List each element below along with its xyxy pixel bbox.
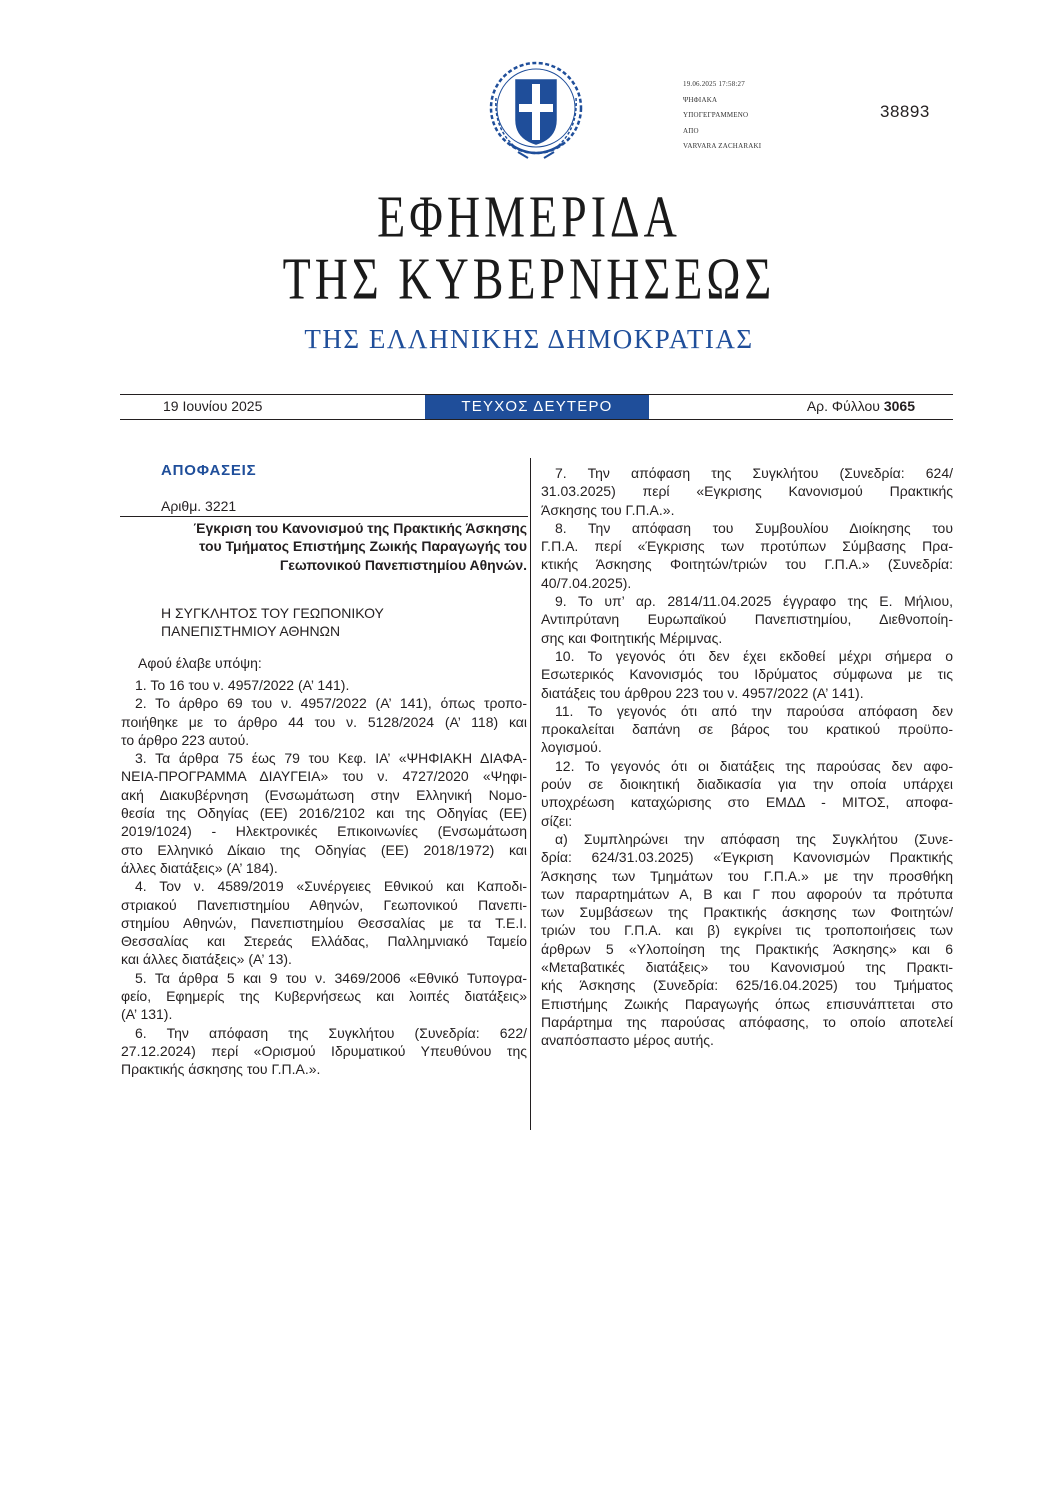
decision-title-line: Γεωπονικού Πανεπιστημίου Αθηνών. xyxy=(279,556,527,573)
text-line: δρία: 624/31.03.2025) «Έγκριση Κανονισμών Πρακτικής xyxy=(541,849,953,866)
text-line: άρθρων 5 «Υλοποίηση της Πρακτικής Άσκησης» και 6 xyxy=(541,940,953,957)
gazette-title-line-2: ΤΗΣ ΚΥΒΕΡΝΗΣΕΩΣ xyxy=(282,245,776,312)
text-line: κής Άσκησης (Συνεδρία: 625/16.04.2025) του Τμήματος xyxy=(541,977,953,994)
text-line: ακή Διακυβέρνηση (Ενσωμάτωση στην Ελληνική Νομο- xyxy=(121,786,527,803)
text-line: θεσία της Οδηγίας (ΕΕ) 2016/2102 και της Οδηγίας (ΕΕ) xyxy=(121,805,527,822)
gazette-title-line-1: ΕΦΗΜΕΡΙΔΑ xyxy=(377,183,681,250)
text-line: κτικής Άσκησης Φοιτητών/τριών του Γ.Π.Α.» (Συνεδρία: xyxy=(541,556,953,573)
text-line: ΝΕΙΑ-ΠΡΟΓΡΑΜΜΑ ΔΙΑΥΓΕΙΑ» του ν. 4727/2020 «Ψηφι- xyxy=(121,768,527,785)
text-line: Εσωτερικός Κανονισμός του Ιδρύματος σύμφωνα με τις xyxy=(541,666,953,683)
text-line: 8. Την απόφαση του Συμβουλίου Διοίκησης του xyxy=(555,519,953,536)
text-line: αναπόσπαστο μέρος αυτής. xyxy=(541,1032,714,1049)
text-line: Γ.Π.Α. περί «Έγκρισης των προτύπων Σύμβασης Πρα- xyxy=(541,538,953,555)
preamble: Αφού έλαβε υπόψη: xyxy=(138,655,262,671)
signature-line: VARVARA ZACHARAKI xyxy=(683,142,762,150)
text-line: και άλλες διατάξεις» (Α’ 13). xyxy=(121,951,292,968)
text-line: σίζει: xyxy=(541,812,573,829)
text-line: ποιήθηκε με το άρθρο 44 του ν. 5128/2024 (Α’ 118) και xyxy=(121,713,527,730)
text-line: 10. Το γεγονός ότι δεν έχει εκδοθεί μέχρι σήμερα ο xyxy=(555,647,953,664)
issue-date: 19 Ιουνίου 2025 xyxy=(163,398,263,414)
text-line: στριακού Πανεπιστημίου Αθηνών, Γεωπονικού Πανεπι- xyxy=(121,896,527,913)
text-line: 6. Την απόφαση της Συγκλήτου (Συνεδρία: 622/ xyxy=(135,1024,527,1041)
text-line: 12. Το γεγονός ότι οι διατάξεις της παρούσας δεν αφο- xyxy=(555,757,953,774)
text-line: των παραρτημάτων Α, Β και Γ που αφορούν τα πρότυπα xyxy=(541,885,953,902)
text-line: των Συμβάσεων της Πρακτικής άσκησης των Φοιτητών/ xyxy=(541,904,953,921)
text-line: 5. Τα άρθρα 5 και 9 του ν. 3469/2006 «Εθνικό Τυπογρα- xyxy=(135,969,527,986)
text-line: 3. Τα άρθρα 75 έως 79 του Κεφ. ΙΑ’ «ΨΗΦΙΑΚΗ ΔΙΑΦΑ- xyxy=(135,750,527,767)
sheet-number xyxy=(807,398,915,414)
text-line: 40/7.04.2025). xyxy=(541,574,632,591)
text-line: το άρθρο 223 αυτού. xyxy=(121,731,250,748)
decision-title-line: Έγκριση του Κανονισμού της Πρακτικής Άσκησης xyxy=(193,520,527,536)
right-column-body xyxy=(541,464,953,1050)
text-line: «Μεταβατικές διατάξεις» του Κανονισμού της Πρακτι- xyxy=(541,959,953,976)
issuer-line: Η ΣΥΓΚΛΗΤΟΣ ΤΟΥ ΓΕΩΠΟΝΙΚΟΥ xyxy=(161,605,384,621)
decision-title xyxy=(140,519,527,574)
text-line: 31.03.2025) περί «Εγκρισης Κανονισμού Πρακτικής xyxy=(541,483,953,500)
sheet-number-label: Αρ. Φύλλου xyxy=(806,398,880,414)
text-line: τριών του Γ.Π.Α. και β) εγκρίνει τις τροποποιήσεις των xyxy=(541,922,953,939)
text-line: φείο, Εφημερίς της Κυβερνήσεως και λοιπές διατάξεις» xyxy=(121,988,527,1005)
text-line: 7. Την απόφαση της Συγκλήτου (Συνεδρία: 624/ xyxy=(555,465,953,481)
text-line: στημίου Αθηνών, Πανεπιστημίου Θεσσαλίας με τα Τ.Ε.Ι. xyxy=(121,914,527,931)
text-line: (Α’ 131). xyxy=(121,1006,173,1023)
text-line: 4. Τον ν. 4589/2019 «Συνέργειες Εθνικού και Καποδι- xyxy=(135,878,527,895)
text-line: 9. Το υπ’ αρ. 2814/11.04.2025 έγγραφο της Ε. Μήλιου, xyxy=(555,593,953,610)
issue-series-label: ΤΕΥΧΟΣ ΔΕΥΤΕΡΟ xyxy=(425,395,649,419)
text-line: Επιστήμης Ζωικής Παραγωγής όπως επισυνάπτεται στο xyxy=(541,995,953,1012)
text-line: 1. Το 16 του ν. 4957/2022 (Α’ 141). xyxy=(135,677,350,693)
section-heading: ΑΠΟΦΑΣΕΙΣ xyxy=(161,462,257,479)
text-line: προκαλείται δαπάνη σε βάρος του κρατικού προϋπο- xyxy=(541,721,953,738)
text-line: 27.12.2024) περί «Ορισμού Ιδρυματικού Υπευθύνου της xyxy=(121,1042,527,1059)
text-line: Παράρτημα της παρούσας απόφασης, το οποίο αποτελεί xyxy=(541,1013,953,1030)
issue-info-bar xyxy=(120,394,953,420)
text-line: διατάξεις του άρθρου 223 του ν. 4957/2022 (Α’ 141). xyxy=(541,684,864,701)
signature-line: ΥΠΟΓΕΓΡΑΜΜΕΝΟ xyxy=(683,111,749,119)
text-line: Άσκησης του Γ.Π.Α.». xyxy=(541,501,675,518)
text-line: 2. Το άρθρο 69 του ν. 4957/2022 (Α’ 141), όπως τροπο- xyxy=(135,695,527,712)
issuing-authority xyxy=(161,604,384,641)
text-line: ρούν σε διοικητική διαδικασία για την οποία υπάρχει xyxy=(541,776,953,793)
digital-signature-stamp xyxy=(683,77,761,155)
signature-line: 19.06.2025 17:58:27 xyxy=(683,80,745,88)
signature-line: ΨΗΦΙΑΚΑ xyxy=(683,95,718,104)
text-line: Θεσσαλίας και Στερεάς Ελλάδας, Παλλημνιακό Ταμείο xyxy=(121,933,527,950)
page-number: 38893 xyxy=(880,102,930,121)
text-line: Πρακτικής άσκησης του Γ.Π.Α.». xyxy=(121,1061,321,1078)
gazette-subtitle: ΤΗΣ ΕΛΛΗΝΙΚΗΣ ΔΗΜΟΚΡΑΤΙΑΣ xyxy=(304,324,754,354)
sheet-number-value: 3065 xyxy=(883,398,915,414)
left-column-body xyxy=(121,676,527,1079)
issuer-line: ΠΑΝΕΠΙΣΤΗΜΙΟΥ ΑΘΗΝΩΝ xyxy=(161,623,341,640)
text-line: άλλες διατάξεις» (Α’ 184). xyxy=(121,859,278,876)
text-line: α) Συμπληρώνει την απόφαση της Συγκλήτου (Συνε- xyxy=(555,830,953,847)
text-line: σης και Φοιτητικής Μέριμνας. xyxy=(541,629,723,646)
text-line: λογισμού. xyxy=(541,739,602,756)
column-divider xyxy=(530,458,531,1130)
coat-of-arms-emblem xyxy=(488,58,584,170)
text-line: Αντιπρύτανη Ευρωπαϊκού Πανεπιστημίου, Διεθνοποίη- xyxy=(541,611,953,628)
text-line: 2019/1024) - Ηλεκτρονικές Επικοινωνίες (Ενσωμάτωση xyxy=(121,823,527,840)
text-line: υποχρέωση καταχώρισης στο ΕΜΔΔ - ΜΙΤΟΣ, αποφα- xyxy=(541,794,953,811)
text-line: στο Ελληνικό Δίκαιο της Οδηγίας (ΕΕ) 2018/1972) και xyxy=(121,841,527,858)
decision-divider xyxy=(120,516,528,517)
text-line: 11. Το γεγονός ότι από την παρούσα απόφαση δεν xyxy=(555,702,953,719)
text-line: Άσκησης των Τμημάτων του Γ.Π.Α.» με την προσθήκη xyxy=(541,867,953,884)
decision-number: Αριθμ. 3221 xyxy=(161,498,237,514)
decision-title-line: του Τμήματος Επιστήμης Ζωικής Παραγωγής του xyxy=(199,538,527,555)
signature-line: ΑΠΟ xyxy=(683,126,699,135)
